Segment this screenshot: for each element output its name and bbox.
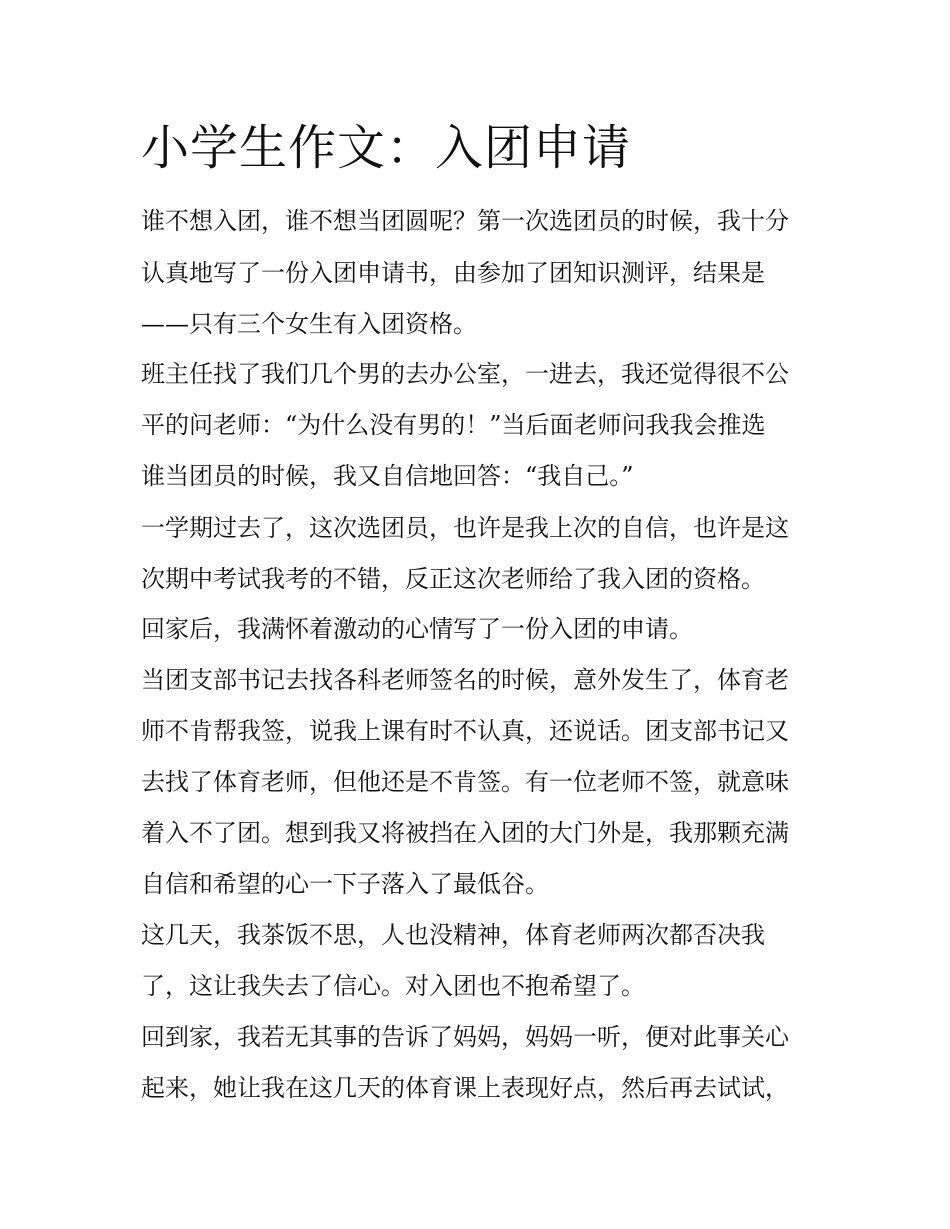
text-line: 当团支部书记去找各科老师签名的时候，意外发生了，体育老 [141, 666, 789, 694]
text-line: 平的问老师：“为什么没有男的！”当后面老师问我我会推选 [141, 411, 766, 439]
text-line: 回家后，我满怀着激动的心情写了一份入团的申请。 [141, 615, 693, 643]
text-line: 这几天，我茶饭不思，人也没精神，体育老师两次都否决我 [141, 921, 765, 949]
text-line: 师不肯帮我签，说我上课有时不认真，还说话。团支部书记又 [141, 717, 789, 745]
text-line: 去找了体育老师，但他还是不肯签。有一位老师不签，就意味 [141, 768, 789, 796]
text-line: 起来，她让我在这几天的体育课上表现好点，然后再去试试， [141, 1074, 789, 1102]
text-line: ——只有三个女生有入团资格。 [141, 310, 477, 338]
text-line: 次期中考试我考的不错，反正这次老师给了我入团的资格。 [141, 565, 765, 593]
text-line: 了，这让我失去了信心。对入团也不抱希望了。 [141, 972, 645, 1000]
text-line: 着入不了团。想到我又将被挡在入团的大门外是，我那颗充满 [141, 819, 789, 847]
text-line: 回到家，我若无其事的告诉了妈妈，妈妈一听，便对此事关心 [141, 1023, 789, 1051]
text-line: 谁不想入团，谁不想当团圆呢？第一次选团员的时候，我十分 [141, 207, 789, 235]
text-line: 认真地写了一份入团申请书，由参加了团知识测评，结果是 [141, 259, 765, 287]
text-line: 自信和希望的心一下子落入了最低谷。 [141, 870, 549, 898]
text-line: 一学期过去了，这次选团员，也许是我上次的自信，也许是这 [141, 514, 789, 542]
document-title: 小学生作文：入团申请 [141, 120, 632, 176]
text-line: 谁当团员的时候，我又自信地回答：“我自己。” [141, 462, 634, 490]
text-line: 班主任找了我们几个男的去办公室，一进去，我还觉得很不公 [141, 360, 789, 388]
